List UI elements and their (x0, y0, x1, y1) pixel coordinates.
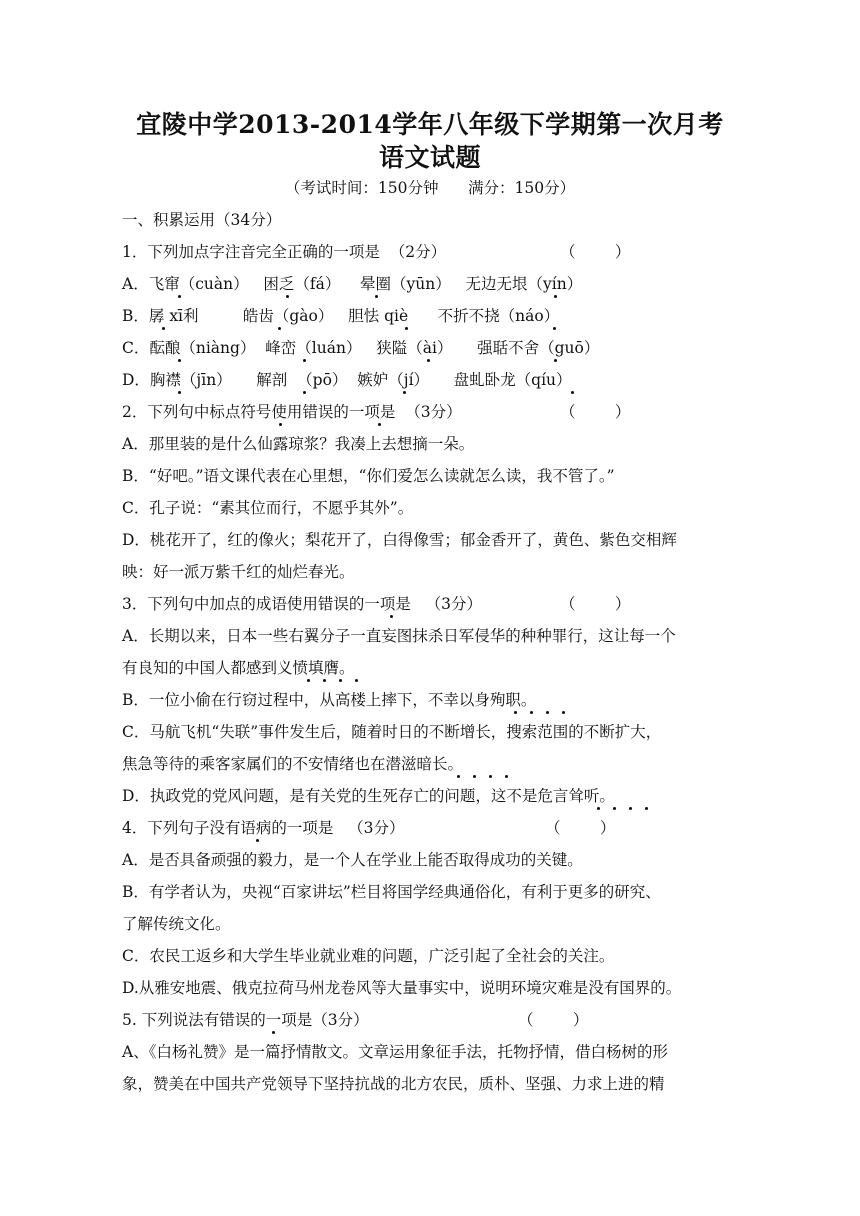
emphasis-dot (473, 775, 476, 778)
emphasis-dot (629, 807, 632, 810)
question-1-option-a: A．飞窜（cuàn） 困乏（fá） 晕圈（yūn） 无边无垠（yín） (122, 275, 583, 293)
emphasis-dot (307, 679, 310, 682)
emphasis-dot (178, 391, 181, 394)
emphasis-dot (546, 711, 549, 714)
emphasis-dot (403, 391, 406, 394)
question-1-option-d: D．胸襟（jīn） 解剖 （pō） 嫉妒（jí） 盘虬卧龙（qíu） (122, 371, 572, 389)
emphasis-dot (162, 327, 165, 330)
emphasis-dot (278, 327, 281, 330)
question-2-option-c: C．孔子说：“素其位而行，不愿乎其外”。 (122, 499, 414, 517)
emphasis-dot (178, 295, 181, 298)
emphasis-dot (303, 359, 306, 362)
question-2-option-a: A．那里装的是什么仙露琼浆？我凑上去想摘一朵。 (122, 435, 475, 453)
question-3-stem: 3．下列句中加点的成语使用错误的一项是 （3分） (122, 595, 483, 613)
emphasis-dot (489, 775, 492, 778)
question-5-answer-blank: （ ） (518, 1011, 589, 1029)
question-5-option-a-line1: A、《白杨礼赞》是一篇抒情散文。文章运用象征手法，托物抒情，借白杨树的形 (122, 1043, 668, 1061)
question-4-option-d: D.从雅安地震、俄克拉荷马州龙卷风等大量事实中，说明环境灾难是没有国界的。 (122, 979, 682, 997)
emphasis-dot (339, 679, 342, 682)
emphasis-dot (303, 391, 306, 394)
emphasis-dot (505, 775, 508, 778)
emphasis-dot (390, 615, 393, 618)
emphasis-dot (597, 807, 600, 810)
emphasis-dot (562, 711, 565, 714)
question-4-answer-blank: （ ） (545, 819, 616, 837)
exam-subtitle: 语文试题 (378, 143, 481, 172)
question-3-answer-blank: （ ） (560, 595, 631, 613)
question-3-option-b: B．一位小偷在行窃过程中，从高楼上摔下，不幸以身殉职。 (122, 691, 537, 709)
question-5-stem: 5. 下列说法有错误的一项是（3分） (122, 1011, 369, 1029)
question-1-stem: 1．下列加点字注音完全正确的一项是 （2分） (122, 243, 447, 261)
question-2-option-d-line2: 映：好一派万紫千红的灿烂春光。 (122, 563, 355, 581)
section-heading: 一、积累运用（34分） (122, 211, 282, 229)
emphasis-dot (530, 711, 533, 714)
emphasis-dot (457, 775, 460, 778)
emphasis-dot (272, 1031, 275, 1034)
emphasis-dot (405, 327, 408, 330)
question-4-option-b-line1: B．有学者认为，央视“百家讲坛”栏目将国学经典通俗化，有利于更多的研究、 (122, 883, 661, 901)
question-2-option-d-line1: D．桃花开了，红的像火；梨花开了，白得像雪；郁金香开了，黄色、紫色交相辉 (122, 531, 677, 549)
question-1-option-c: C．酝酿（niàng） 峰峦（luán） 狭隘（ài） 强聒不舍（guō） (122, 339, 600, 357)
emphasis-dot (323, 679, 326, 682)
emphasis-dot (613, 807, 616, 810)
exam-info: （考试时间：150分钟 满分：150分） (284, 179, 576, 197)
emphasis-dot (514, 711, 517, 714)
emphasis-dot (375, 295, 378, 298)
emphasis-dot (286, 295, 289, 298)
question-1-answer-blank: （ ） (560, 243, 631, 261)
question-4-option-b-line2: 了解传统文化。 (122, 915, 231, 933)
emphasis-dot (554, 295, 557, 298)
question-2-option-b: B．“好吧。”语文课代表在心里想，“你们爱怎么读就怎么读，我不管了。” (122, 467, 615, 485)
emphasis-dot (571, 391, 574, 394)
question-3-option-a-line2: 有良知的中国人都感到义愤填膺。 (122, 659, 355, 677)
question-4-stem: 4．下列句子没有语病的一项是 （3分） (122, 819, 405, 837)
emphasis-dot (645, 807, 648, 810)
question-3-option-c-line2: 焦急等待的乘客家属们的不安情绪也在潜滋暗长。 (122, 755, 464, 773)
emphasis-dot (378, 423, 381, 426)
question-3-option-c-line1: C．马航飞机“失联”事件发生后，随着时日的不断增长，搜索范围的不断扩大， (122, 723, 662, 741)
question-3-option-d: D．执政党的党风问题，是有关党的生死存亡的问题，这不是危言耸听。 (122, 787, 615, 805)
question-3-option-a-line1: A．长期以来，日本一些右翼分子一直妄图抹杀日军侵华的种种罪行，这让每一个 (122, 627, 676, 645)
emphasis-dot (355, 679, 358, 682)
question-1-option-b: B．孱 xī利 皓齿（gào） 胆怯 qiè 不折不挠（náo） (122, 307, 560, 325)
exam-title: 宜陵中学2013-2014学年八年级下学期第一次月考 (136, 110, 724, 139)
question-2-answer-blank: （ ） (560, 403, 631, 421)
emphasis-dot (178, 359, 181, 362)
question-2-stem: 2．下列句中标点符号使用错误的一项是 （3分） (122, 403, 462, 421)
question-4-option-c: C．农民工返乡和大学生毕业就业难的问题，广泛引起了全社会的关注。 (122, 947, 615, 965)
question-4-option-a: A．是否具备顽强的毅力，是一个人在学业上能否取得成功的关键。 (122, 851, 583, 869)
emphasis-dot (427, 359, 430, 362)
emphasis-dot (256, 839, 259, 842)
emphasis-dot (279, 423, 282, 426)
emphasis-dot (553, 327, 556, 330)
question-5-option-a-line2: 象，赞美在中国共产党领导下坚持抗战的北方农民，质朴、坚强、力求上进的精 (122, 1075, 665, 1093)
emphasis-dot (554, 359, 557, 362)
